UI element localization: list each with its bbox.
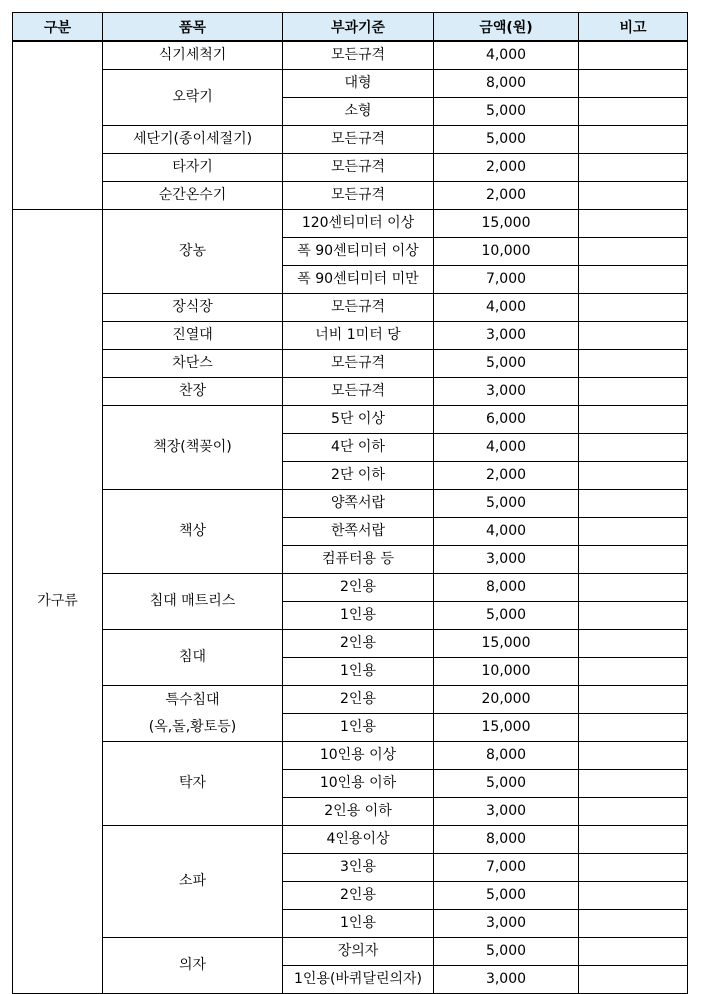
remarks-cell xyxy=(579,182,688,210)
criterion-cell: 컴퓨터용 등 xyxy=(283,546,434,574)
remarks-cell xyxy=(579,854,688,882)
amount-cell: 10,000 xyxy=(434,658,579,686)
amount-cell: 5,000 xyxy=(434,602,579,630)
item-name-cell: 침대 매트리스 xyxy=(103,574,283,630)
remarks-cell xyxy=(579,126,688,154)
table-row xyxy=(13,350,688,378)
remarks-cell xyxy=(579,630,688,658)
criterion-cell: 대형 xyxy=(283,70,434,98)
item-name-cell: 식기세척기 xyxy=(103,41,283,70)
table-row xyxy=(13,574,688,602)
criterion-cell: 너비 1미터 당 xyxy=(283,322,434,350)
criterion-cell: 2인용 xyxy=(283,574,434,602)
item-name-cell: 소파 xyxy=(103,826,283,938)
remarks-cell xyxy=(579,490,688,518)
amount-cell: 8,000 xyxy=(434,574,579,602)
item-name-cell: 장식장 xyxy=(103,294,283,322)
amount-cell: 3,000 xyxy=(434,546,579,574)
remarks-cell xyxy=(579,574,688,602)
criterion-cell: 모든규격 xyxy=(283,182,434,210)
remarks-cell xyxy=(579,742,688,770)
amount-cell: 7,000 xyxy=(434,854,579,882)
table-row xyxy=(13,41,688,70)
table-row xyxy=(13,126,688,154)
amount-cell: 4,000 xyxy=(434,41,579,70)
item-name-cell: 순간온수기 xyxy=(103,182,283,210)
remarks-cell xyxy=(579,518,688,546)
criterion-cell: 2단 이하 xyxy=(283,462,434,490)
item-name-cell: 특수침대 (옥,돌,황토등) xyxy=(103,686,283,742)
header-item: 품목 xyxy=(103,13,283,42)
item-name-cell: 책장(책꽂이) xyxy=(103,406,283,490)
amount-cell: 5,000 xyxy=(434,126,579,154)
remarks-cell xyxy=(579,70,688,98)
amount-cell: 4,000 xyxy=(434,294,579,322)
header-amount: 금액(원) xyxy=(434,13,579,42)
header-criterion: 부과기준 xyxy=(283,13,434,42)
criterion-cell: 10인용 이하 xyxy=(283,770,434,798)
header-remarks: 비고 xyxy=(579,13,688,42)
table-row xyxy=(13,630,688,658)
table-row xyxy=(13,70,688,98)
item-name-cell: 오락기 xyxy=(103,70,283,126)
table-row xyxy=(13,154,688,182)
amount-cell: 4,000 xyxy=(434,434,579,462)
remarks-cell xyxy=(579,378,688,406)
remarks-cell xyxy=(579,462,688,490)
amount-cell: 2,000 xyxy=(434,462,579,490)
remarks-cell xyxy=(579,686,688,714)
fee-table-container xyxy=(12,12,688,994)
item-name-cell: 탁자 xyxy=(103,742,283,826)
amount-cell: 5,000 xyxy=(434,98,579,126)
item-name-cell: 차단스 xyxy=(103,350,283,378)
criterion-cell: 5단 이상 xyxy=(283,406,434,434)
remarks-cell xyxy=(579,41,688,70)
item-name-cell: 찬장 xyxy=(103,378,283,406)
remarks-cell xyxy=(579,238,688,266)
amount-cell: 3,000 xyxy=(434,798,579,826)
remarks-cell xyxy=(579,966,688,994)
criterion-cell: 소형 xyxy=(283,98,434,126)
item-name-cell: 진열대 xyxy=(103,322,283,350)
remarks-cell xyxy=(579,294,688,322)
amount-cell: 20,000 xyxy=(434,686,579,714)
amount-cell: 5,000 xyxy=(434,938,579,966)
amount-cell: 7,000 xyxy=(434,266,579,294)
remarks-cell xyxy=(579,266,688,294)
criterion-cell: 4인용이상 xyxy=(283,826,434,854)
criterion-cell: 폭 90센티미터 이상 xyxy=(283,238,434,266)
table-row xyxy=(13,406,688,434)
amount-cell: 4,000 xyxy=(434,518,579,546)
amount-cell: 5,000 xyxy=(434,490,579,518)
criterion-cell: 3인용 xyxy=(283,854,434,882)
remarks-cell xyxy=(579,546,688,574)
remarks-cell xyxy=(579,434,688,462)
amount-cell: 8,000 xyxy=(434,826,579,854)
remarks-cell xyxy=(579,602,688,630)
item-name-cell: 의자 xyxy=(103,938,283,994)
remarks-cell xyxy=(579,154,688,182)
amount-cell: 5,000 xyxy=(434,350,579,378)
amount-cell: 8,000 xyxy=(434,70,579,98)
item-name-cell: 책상 xyxy=(103,490,283,574)
table-row xyxy=(13,826,688,854)
criterion-cell: 1인용(바퀴달린의자) xyxy=(283,966,434,994)
item-name-cell: 세단기(종이세절기) xyxy=(103,126,283,154)
amount-cell: 6,000 xyxy=(434,406,579,434)
amount-cell: 3,000 xyxy=(434,966,579,994)
remarks-cell xyxy=(579,406,688,434)
criterion-cell: 모든규격 xyxy=(283,378,434,406)
item-name-cell: 장농 xyxy=(103,210,283,294)
remarks-cell xyxy=(579,658,688,686)
criterion-cell: 모든규격 xyxy=(283,350,434,378)
remarks-cell xyxy=(579,910,688,938)
amount-cell: 5,000 xyxy=(434,882,579,910)
remarks-cell xyxy=(579,826,688,854)
table-row xyxy=(13,210,688,238)
amount-cell: 15,000 xyxy=(434,210,579,238)
amount-cell: 3,000 xyxy=(434,378,579,406)
table-row xyxy=(13,182,688,210)
criterion-cell: 2인용 xyxy=(283,686,434,714)
remarks-cell xyxy=(579,938,688,966)
criterion-cell: 4단 이하 xyxy=(283,434,434,462)
criterion-cell: 1인용 xyxy=(283,714,434,742)
criterion-cell: 양쪽서랍 xyxy=(283,490,434,518)
criterion-cell: 모든규격 xyxy=(283,154,434,182)
criterion-cell: 모든규격 xyxy=(283,41,434,70)
amount-cell: 2,000 xyxy=(434,154,579,182)
table-row xyxy=(13,490,688,518)
criterion-cell: 2인용 xyxy=(283,882,434,910)
amount-cell: 15,000 xyxy=(434,630,579,658)
remarks-cell xyxy=(579,770,688,798)
remarks-cell xyxy=(579,350,688,378)
amount-cell: 3,000 xyxy=(434,910,579,938)
criterion-cell: 모든규격 xyxy=(283,126,434,154)
criterion-cell: 장의자 xyxy=(283,938,434,966)
amount-cell: 8,000 xyxy=(434,742,579,770)
remarks-cell xyxy=(579,322,688,350)
header-category: 구분 xyxy=(13,13,103,42)
criterion-cell: 한쪽서랍 xyxy=(283,518,434,546)
amount-cell: 5,000 xyxy=(434,770,579,798)
criterion-cell: 2인용 xyxy=(283,630,434,658)
remarks-cell xyxy=(579,882,688,910)
criterion-cell: 모든규격 xyxy=(283,294,434,322)
category-cell xyxy=(13,41,103,210)
item-name-cell: 침대 xyxy=(103,630,283,686)
criterion-cell: 폭 90센티미터 미만 xyxy=(283,266,434,294)
table-row xyxy=(13,938,688,966)
table-row xyxy=(13,322,688,350)
amount-cell: 2,000 xyxy=(434,182,579,210)
remarks-cell xyxy=(579,714,688,742)
criterion-cell: 120센티미터 이상 xyxy=(283,210,434,238)
criterion-cell: 1인용 xyxy=(283,602,434,630)
amount-cell: 3,000 xyxy=(434,322,579,350)
fee-table xyxy=(12,12,688,994)
amount-cell: 10,000 xyxy=(434,238,579,266)
criterion-cell: 1인용 xyxy=(283,910,434,938)
table-row xyxy=(13,742,688,770)
item-name-cell: 타자기 xyxy=(103,154,283,182)
criterion-cell: 10인용 이상 xyxy=(283,742,434,770)
remarks-cell xyxy=(579,98,688,126)
criterion-cell: 2인용 이하 xyxy=(283,798,434,826)
criterion-cell: 1인용 xyxy=(283,658,434,686)
category-cell: 가구류 xyxy=(13,210,103,994)
remarks-cell xyxy=(579,798,688,826)
table-row xyxy=(13,294,688,322)
table-row xyxy=(13,378,688,406)
amount-cell: 15,000 xyxy=(434,714,579,742)
table-body xyxy=(13,41,688,994)
table-row xyxy=(13,686,688,714)
header-row xyxy=(13,13,688,42)
remarks-cell xyxy=(579,210,688,238)
